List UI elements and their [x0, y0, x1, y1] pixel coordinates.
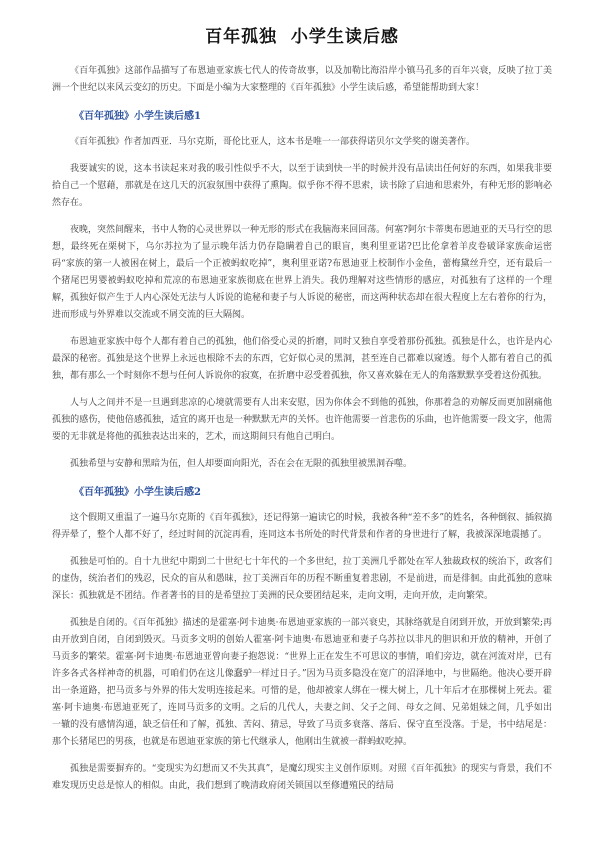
- intro-paragraph: 《百年孤独》这部作品描写了布恩迪亚家族七代人的传奇故事，以及加勒比海沿岸小镇马孔多的百年兴衰，反映了拉丁美洲一个世纪以来风云变幻的历史。下面是小编为大家整理的《百年孤独》小学生读后感，希望能帮助到大家！: [52, 66, 552, 93]
- section-2: [52, 483, 552, 795]
- paragraph: 孤独希望与安静和黑暗为伍，但人却要面向阳光，否在会在无限的孤独里被黑洞吞噬。: [70, 459, 413, 469]
- paragraph: 孤独是自闭的。《百年孤独》描述的是霍塞·阿卡迪奥·布恩迪亚家族的一部兴衰史，其脉络就是自闭到开放，开放到繁荣;再由开放到自闭，自闭到毁灭。马贡多文明的创始人霍塞·阿卡迪奥·布恩迪亚和妻子乌苏拉以非凡的胆识和开放的精神，开创了马贡多的繁荣。霍塞·阿卡迪奥·布恩迪亚曾向妻子抱怨说：“世界上正在发生不可思议的事情，咱们旁边，就在河流对岸，已有许多各式各样神奇的机器，可咱们仍在这儿像蠢驴一样过日子。”因为马贡多隐没在宽广的沼泽地中，与世隔绝。他决心要开辟出一条道路，把马贡多与外界的伟大发明连接起来。可惜的是，他却被家人绑在一棵大树上，几十年后才在那棵树上死去。霍塞·阿卡迪奥·布恩迪亚死了，连同马贡多的文明。之后的几代人，夫妻之间、父子之间、母女之间、兄弟姐妹之间，几乎如出一辙的没有感情沟通，缺乏信任和了解，孤独、苦闷、猜忌，导致了马贡多衰落、落后、保守直至没落。于是，书中结尾是：那个长猪尾巴的男孩，也就是布恩迪亚家族的第七代继承人，他刚出生就被一群蚂蚁吃掉。: [52, 618, 552, 747]
- paragraph: 人与人之间并不是一旦遇到悲凉的心境就需要有人出来安慰，因为你体会不到他的孤独，你那着急的劝解反而更加剧痛他孤独的感伤，使他倍感孤独，适宜的离开也是一种默默无声的关怀。也许他需要一首悲伤的乐曲，也许他需要一段文字，他需要的无非就是将他的孤独表达出来的，艺术，而这期间只有他自己明白。: [52, 398, 552, 442]
- section-1: [52, 107, 552, 473]
- paragraph: 孤独是需要摒弃的。“变现实为幻想而又不失其真”，是魔幻现实主义创作原则。对照《百年孤独》的现实与背景，我们不难发现历史总是惊人的相似。由此，我们想到了晚清政府闭关锁国以至修遭殖民的结局: [52, 764, 552, 791]
- paragraph: 《百年孤独》作者加西亚．马尔克斯，哥伦比亚人，这本书是唯一一部获得诺贝尔文学奖的谢美著作。: [70, 137, 476, 147]
- paragraph: 这个假期又重温了一遍马尔克斯的《百年孤独》，还记得第一遍读它的时候，我被各种“差不多”的姓名，各种倒叙、插叙搞得弄晕了，整个人都不好了，经过时间的沉淀再看，连同这本书所处的时代背景和作者的身世进行了解，我被深深地震撼了。: [52, 513, 552, 540]
- paragraph: 夜晚，突然间醒来，书中人物的心灵世界以一种无形的形式在我脑海来回回荡。何塞?阿尔卡蒂奥布恩迪亚的天马行空的思想，最终死在栗树下，乌尔苏拉为了显示晚年活力仍存隐瞒着自己的眼盲，奥利里亚诺?巴比伦拿着羊皮卷破译家族命运密码“家族的第一人被困在树上，最后一个正被蚂蚁吃掉”，奥利里亚诺?布恩迪亚上校制作小金鱼，蕾梅黛丝升空，还有最后一个猪尾巴男婴被蚂蚁吃掉和荒凉的布恩迪亚家族彻底在世界上消失。我仍理解对这些情形的感应，对孤独有了这样的一个理解，孤独好似产生于人内心深处无法与人诉说的诡秘和妻子与人诉说的秘密，而这两种状态却在很大程度上左右着你的行为，进而形成与外界难以交流或不屑交流的巨大隔阂。: [52, 225, 552, 320]
- section-heading: 《百年孤独》小学生读后感2: [74, 487, 201, 498]
- paragraph: 孤独是可怕的。自十九世纪中期到二十世纪七十年代的一个多世纪，拉丁美洲几乎都处在军人独裁政权的统治下，政客们的虚伪，统治者们的残忍，民众的盲从和愚昧，拉丁美洲百年的历程不断重复着悲剧，不是前进，而是徘徊。由此孤独的意味深长：孤独就是不团结。作者著书的目的是希望拉丁美洲的民众要团结起来，走向文明，走向开放，走向繁荣。: [52, 557, 552, 601]
- paragraph: 我要诚实的说，这本书读起来对我的吸引性似乎不大，以至于读到快一半的时候并没有品读出任何好的东西，如果我非要拾自己一个慰藉，那就是在这几天的沉寂氛围中获得了熏陶。似乎你不得不思索，读书除了启迪和思索外，有种无形的影响必然存在。: [52, 164, 552, 208]
- page-title: 百年孤独 小学生读后感: [205, 27, 399, 47]
- section-heading: 《百年孤独》小学生读后感1: [74, 111, 201, 122]
- paragraph: 布恩迪亚家族中每个人都有着自己的孤独，他们俗受心灵的折磨，同时又独自享受着那份孤独。孤独是什么，也许是内心最深的秘密。孤独是这个世界上永远也根除不去的东西，它好似心灵的黑洞，甚至连自己都难以窥透。每个人都有着自己的孤独，都有那么一个时刻你不想与任何人诉说你的寂寞，在折磨中忍受着孤独，你又喜欢躲在无人的角落默默享受着这份孤独。: [52, 337, 552, 381]
